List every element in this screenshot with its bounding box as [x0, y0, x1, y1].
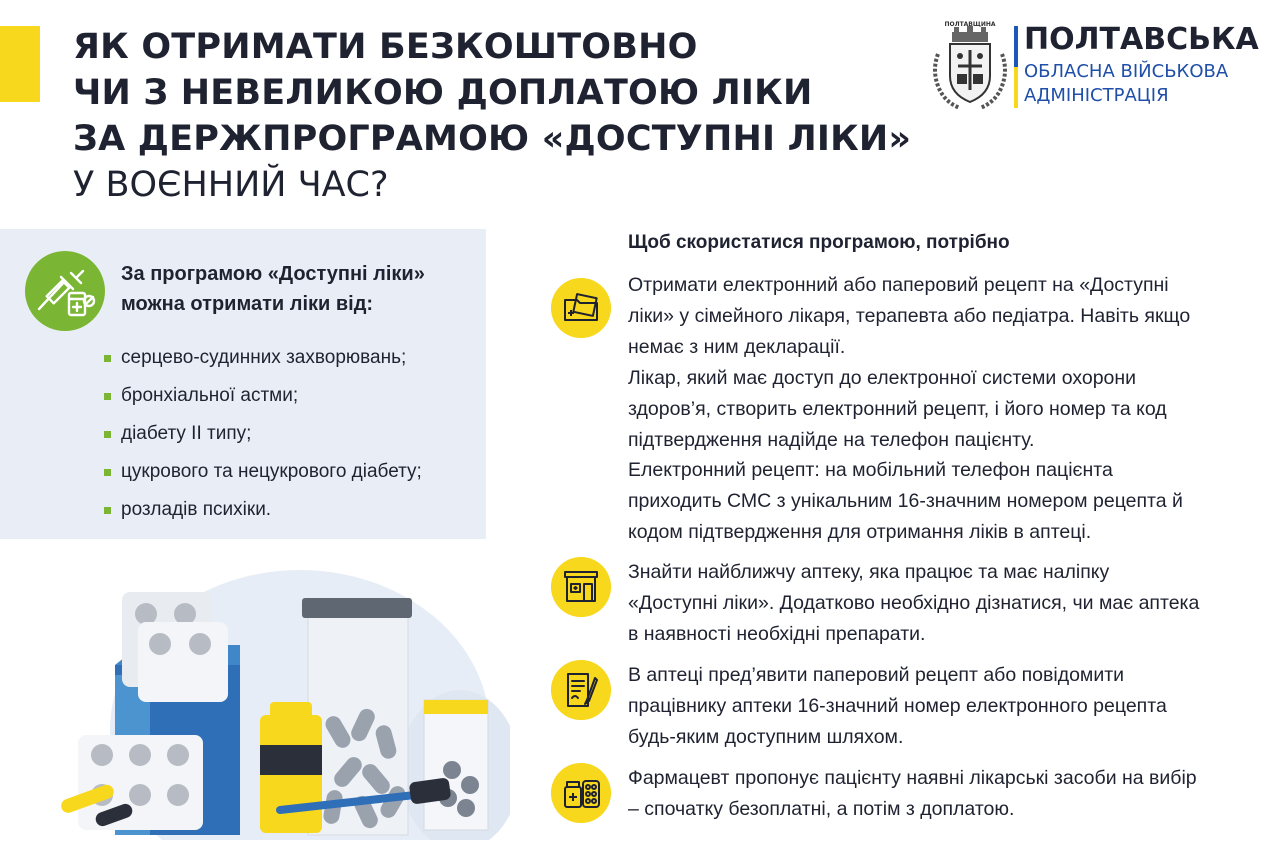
seal-caption: ПОЛТАВЩИНА — [944, 21, 996, 28]
org-subtitle-line-1: ОБЛАСНА ВІЙСЬКОВА — [1024, 61, 1229, 82]
step-text — [628, 660, 1268, 753]
list-item — [104, 339, 422, 377]
org-subtitle-line-2: АДМІНІСТРАЦІЯ — [1024, 85, 1169, 106]
title-line-3: ЗА ДЕРЖПРОГРАМОЮ «ДОСТУПНІ ЛІКИ» — [73, 119, 912, 159]
list-item-label: серцево-судинних захворювань; — [121, 347, 407, 368]
step-line: працівнику аптеки 16-значний номер електронного рецепта — [628, 694, 1167, 717]
title-line-1: ЯК ОТРИМАТИ БЕЗКОШТОВНО — [73, 27, 698, 67]
step-line: Лікар, який має доступ до електронної системи охорони — [628, 366, 1137, 389]
medicine-syringe-icon — [25, 251, 105, 331]
step-line: ліки» у сімейного лікаря, терапевта або педіатра. Навіть якщо — [628, 304, 1191, 327]
list-item — [104, 415, 422, 453]
medicines-illustration — [40, 540, 510, 840]
bullet-icon — [104, 431, 111, 438]
step-text — [628, 763, 1268, 825]
step-line: підтвердження надійде на телефон пацієнту. — [628, 428, 1035, 451]
step-line: немає з ним декларації. — [628, 335, 846, 358]
step-line: здоров’я, створить електронний рецепт, і його номер та код — [628, 397, 1167, 420]
step-text — [628, 557, 1268, 650]
list-item-label: бронхіальної астми; — [121, 385, 299, 406]
step-line: в наявності необхідні препарати. — [628, 622, 926, 645]
list-item-label: діабету ІІ типу; — [121, 423, 252, 444]
pharmacy-building-icon — [551, 557, 611, 617]
step-line: Електронний рецепт: на мобільний телефон пацієнта — [628, 459, 1113, 482]
flag-bar-yellow — [1014, 67, 1018, 108]
steps-heading: Щоб скористатися програмою, потрібно — [628, 232, 1010, 253]
list-item-label: цукрового та нецукрового діабету; — [121, 461, 422, 482]
medicine-pack-icon — [551, 763, 611, 823]
list-item — [104, 453, 422, 491]
step-line: В аптеці пред’явити паперовий рецепт або повідомити — [628, 664, 1125, 686]
page-title — [73, 24, 911, 208]
step-line: «Доступні ліки». Додатково необхідно дізнатися, чи має аптека — [628, 591, 1200, 614]
list-item-label: розладів психіки. — [121, 499, 272, 520]
step-text — [628, 270, 1268, 548]
list-item — [104, 491, 422, 529]
step-line: кодом підтвердження для отримання ліків в аптеці. — [628, 521, 1092, 544]
title-line-2: ЧИ З НЕВЕЛИКОЮ ДОПЛАТОЮ ЛІКИ — [73, 73, 813, 113]
conditions-panel — [0, 229, 486, 539]
conditions-intro — [121, 259, 425, 319]
step-line: Знайти найближчу аптеку, яка працює та має наліпку — [628, 561, 1110, 583]
bullet-icon — [104, 469, 111, 476]
org-subtitle — [1024, 60, 1228, 108]
step-line: Отримати електронний або паперовий рецепт на «Доступні — [628, 274, 1169, 296]
step-line: – спочатку безоплатні, а потім з доплатою. — [628, 797, 1015, 820]
org-name: ПОЛТАВСЬКА — [1024, 22, 1259, 57]
bullet-icon — [104, 393, 111, 400]
step-line: Фармацевт пропонує пацієнту наявні лікарські засоби на вибір — [628, 767, 1197, 789]
list-item — [104, 377, 422, 415]
paper-prescription-icon — [551, 660, 611, 720]
step-line: приходить СМС з унікальним 16-значним номером рецепта й — [628, 490, 1183, 513]
coat-of-arms-icon — [930, 20, 1010, 112]
step-line: будь-яким доступним шляхом. — [628, 725, 904, 748]
bullet-icon — [104, 355, 111, 362]
bullet-icon — [104, 507, 111, 514]
intro-line-1: За програмою «Доступні ліки» — [121, 263, 425, 285]
administration-logo — [930, 20, 1260, 114]
title-subtitle: У ВОЄННИЙ ЧАС? — [73, 165, 389, 205]
accent-bar — [0, 26, 40, 102]
conditions-list — [104, 339, 422, 529]
flag-bar-blue — [1014, 26, 1018, 67]
prescription-folder-icon — [551, 278, 611, 338]
intro-line-2: можна отримати ліки від: — [121, 293, 374, 315]
